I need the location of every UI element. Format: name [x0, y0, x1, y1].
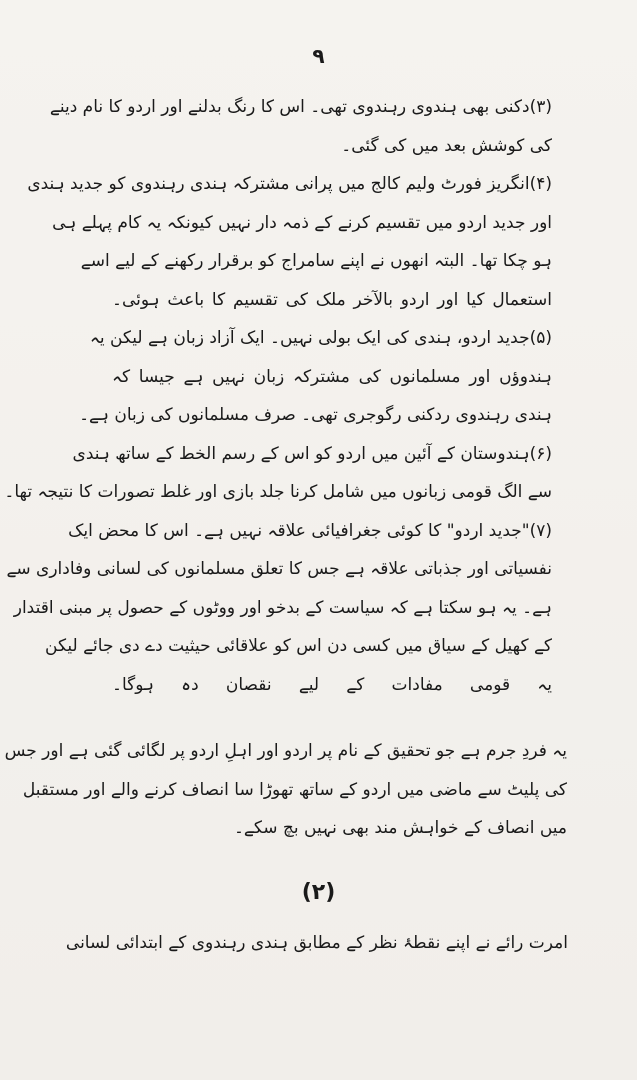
text-line: (۵)جدید اردو، ہندی کی ایک بولی نہیں۔ ایک آزاد زبان ہے لیکن یہ: [89, 328, 552, 348]
text-line: ہندی رہندوی ردکنی رگوجری تھی۔ صرف مسلمانوں کی زبان ہے۔: [79, 405, 552, 425]
text-line: استعمال کیا اور اردو بالآخر ملک کی تقسیم کا باعث ہوئی۔: [112, 289, 552, 310]
text-line: یہ قومی مفادات کے لیے نقصان دہ ہوگا۔: [112, 674, 552, 695]
text-line: کی پلیٹ سے ماضی میں اردو کے ساتھ تھوڑا سا انصاف کرنے والے اور مستقبل: [22, 779, 567, 800]
text-line: (۷)"جدید اردو" کا کوئی جغرافیائی علاقہ نہیں ہے۔ اس کا محض ایک: [68, 520, 552, 541]
text-line: یہ فردِ جرم ہے جو تحقیق کے نام پر اردو اور اہلِ اردو پر لگائی گئی ہے اور جس: [4, 741, 567, 761]
text-line: (۴)انگریز فورٹ ولیم کالج میں پرانی مشترکہ ہندی رہندوی کو جدید ہندی: [27, 174, 552, 194]
text-line: ہو چکا تھا۔ البتہ انھوں نے اپنے سامراج کو برقرار رکھنے کے لیے اسے: [80, 251, 552, 271]
text-line: امرت رائے نے اپنے نقطۂ نظر کے مطابق ہندی رہندوی کے ابتدائی لسانی: [65, 933, 568, 953]
text-line: نفسیاتی اور جذباتی علاقہ ہے جس کا تعلق مسلمانوں کی لسانی وفاداری سے: [6, 559, 552, 579]
text-line: (۳)دکنی بھی ہندوی رہندوی تھی۔ اس کا رنگ بدلنے اور اردو کا نام دینے: [49, 97, 552, 117]
text-line: کی کوشش بعد میں کی گئی۔: [341, 135, 552, 156]
text-line: (۶)ہندوستان کے آئین میں اردو کو اس کے رسم الخط کے ساتھ ہندی: [72, 443, 552, 464]
numbered-points: [4, 88, 552, 704]
text-line: میں انصاف کے خواہش مند بھی نہیں بچ سکے۔: [233, 818, 567, 838]
text-line: سے الگ قومی زبانوں میں شامل کرنا جلد بازی اور غلط تصورات کا نتیجہ تھا۔: [4, 482, 552, 502]
text-line: ہندوؤں اور مسلمانوں کی مشترکہ زبان نہیں ہے جیسا کہ: [112, 366, 552, 387]
page-number: ۹: [312, 44, 325, 68]
text-line: اور جدید اردو میں تقسیم کرنے کے ذمہ دار نہیں کیونکہ یہ کام پہلے ہی: [52, 212, 552, 233]
text-line: کے کھیل کے سیاق میں کسی دن اس کو علاقائی حیثیت دے دی جائے لیکن: [45, 636, 552, 656]
section-paragraph: [65, 924, 568, 963]
text-line: ہے۔ یہ ہو سکتا ہے کہ سیاست کے بدخو اور ووٹوں کے حصول پر مبنی اقتدار: [13, 597, 552, 618]
section-heading: (۲): [301, 880, 336, 905]
indictment-paragraph: [4, 732, 567, 848]
